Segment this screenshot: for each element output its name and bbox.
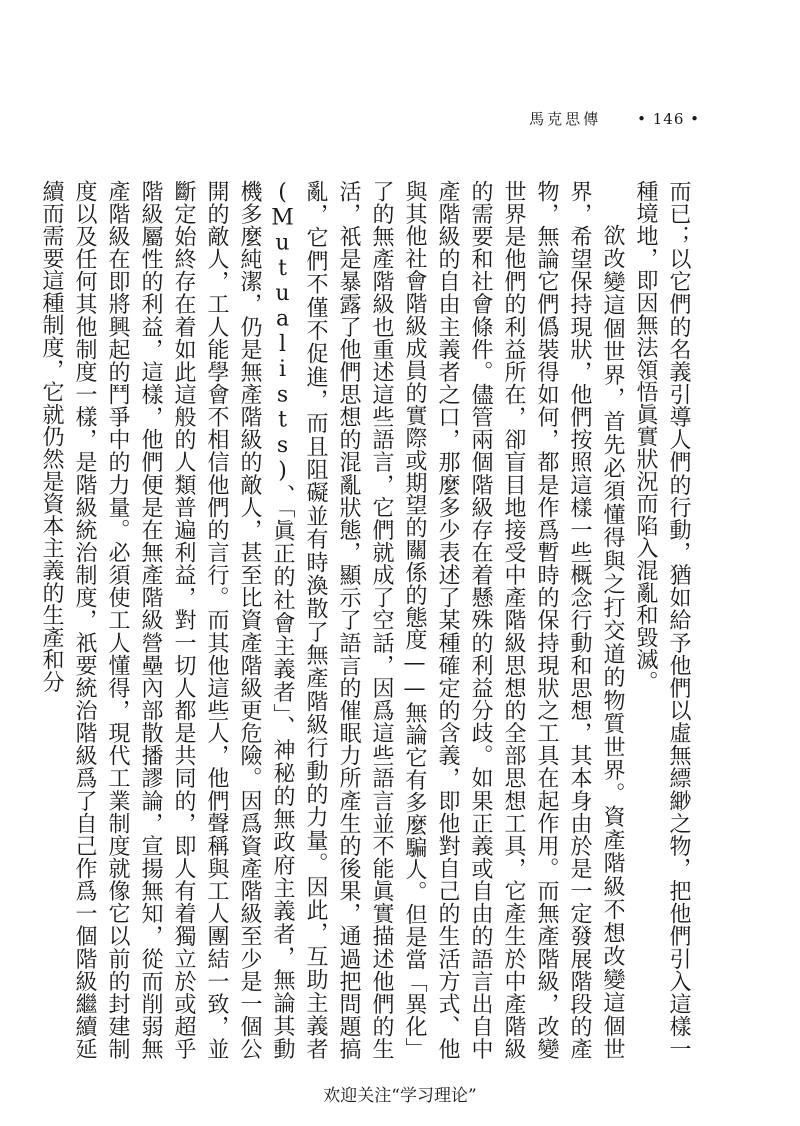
running-header xyxy=(529,108,700,129)
paragraph-main: 欲改變這個世界，首先必須懂得與之打交道的物質世界。資產階級不想改變這個世界，希望保持現狀，他們按照這樣一些概念行動和思想，其本身由於是一定發展階段的產物，無論它們僞裝得如何，都是作爲暫時的保持現狀之工具在起作用。而無產階級，改變世界是他們的利益所在，卻盲目地接受中產階級思想的全部思想工具，它產生於中產階級的需要和社會條件。儘管兩個階級存在着懸殊的利益分歧。如果正義或自由的語言出自中產階級的自由主義者之口，那麼多少表述了某種確定的含義，即他對自己的生活方式、他與其他社會階級成員的實際或期望的關係的態度——無論它有多麼騙人。但是當「異化」了的無產階級也重述這些語言，它們就成了空話，因爲這些語言並不能眞實描述他們的生活，祇是暴露了他們思想的混亂狀態，顯示了語言的催眠力所產生的後果，通過把問題搞亂，它們不僅不促進，而且阻礙並有時渙散了無產階級行動的力量。因此，互助主義者(Mutualists)、「眞正的社會主義者」、神秘的無政府主義者，無論其動機多麼純潔，仍是無產階級的敵人，甚至比資產階級更危險。因爲資產階級至少是一個公開的敵人，工人能學會不相信他們的言行。而其他這些人，他們聲稱與工人團結一致，並斷定始終存在着如此這般的人類普遍利益，對一切人都是共同的，即人有着獨立於或超乎階級屬性的利益，這樣，他們便是在無產階級營壘內部散播謬論，宣揚無知，從而削弱無產階級在即將興起的鬥爭中的力量。必須使工人懂得，現代工業制度就像它以前的封建制度以及任何其他制度一樣，是階級統治制度，祇要統治階級爲了自己作爲一個階級繼續延續而需要這種制度，它就仍然是資本主義的生產和分 xyxy=(39,180,625,1060)
vertical-body-text xyxy=(39,180,695,1060)
page-number: • 146 • xyxy=(637,110,700,128)
paragraph-continuation: 而已；以它們的名義引導人們的行動，猶如給予他們以虛無縹緲之物，把他們引入這樣一種境地，即因無法領悟眞實狀況而陷入混亂和毀滅。 xyxy=(633,180,691,1060)
book-title: 馬克思傳 xyxy=(529,110,602,128)
footer-watermark: 欢迎关注“学习理论” xyxy=(323,1086,477,1106)
